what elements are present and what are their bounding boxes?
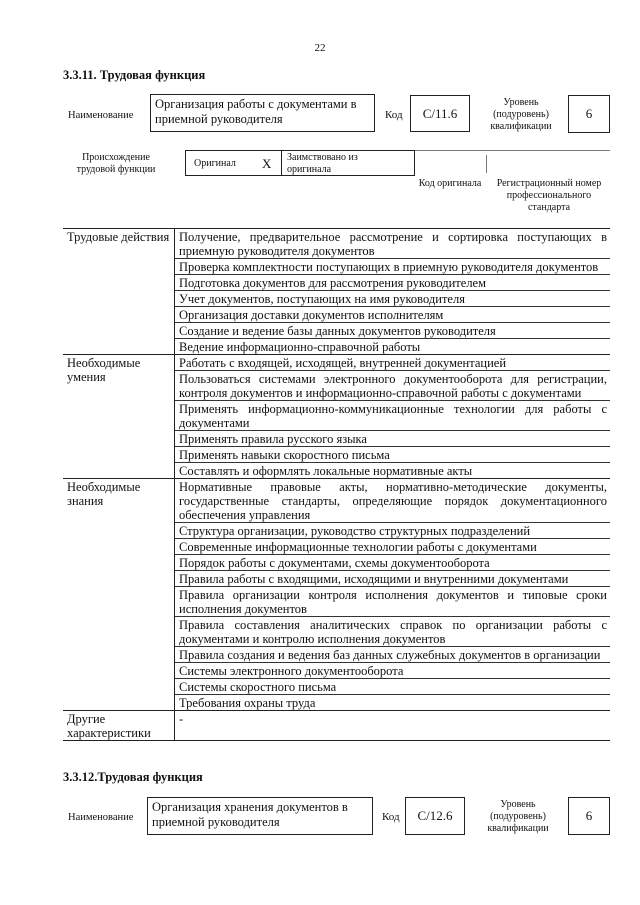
origin-code-line	[415, 150, 610, 151]
list-item: Структура организации, руководство структурных подразделений	[175, 522, 611, 538]
list-item: Проверка комплектности поступающих в приемную руководителя документов	[175, 258, 611, 274]
list-item: Правила создания и ведения баз данных служебных документов в организации	[175, 646, 611, 662]
level-value-2: 6	[585, 808, 593, 823]
list-item: Применять правила русского языка	[175, 430, 611, 446]
code-box-2	[405, 797, 465, 835]
origin-code-divider	[486, 155, 487, 173]
table-row	[63, 478, 610, 522]
list-item: Пользоваться системами электронного документооборота для регистрации, контроля документов и информационно-справочной работы с документами	[175, 370, 611, 400]
list-item: Правила работы с входящими, исходящими и внутренними документами	[175, 570, 611, 586]
list-item: Применять информационно-коммуникационные технологии для работы с документами	[175, 400, 611, 430]
origin-box	[185, 150, 415, 176]
list-item: Организация доставки документов исполнителям	[175, 306, 611, 322]
function-name-value: Организация работы с документами в приемной руководителя	[155, 97, 357, 126]
name-label-2: Наименование	[68, 812, 134, 823]
list-item: Системы электронного документооборота	[175, 662, 611, 678]
level-label: Уровень (подуровень) квалификации	[490, 97, 552, 132]
list-item: Правила организации контроля исполнения документов и типовые сроки исполнения документов	[175, 586, 611, 616]
origin-label: Происхождение трудовой функции	[76, 152, 156, 175]
list-item: -	[175, 710, 611, 740]
list-item: Современные информационные технологии работы с документами	[175, 538, 611, 554]
list-item: Получение, предварительное рассмотрение и сортировка поступающих в приемную руководителя документов	[175, 229, 611, 259]
category-required-knowledge: Необходимые знания	[63, 478, 175, 710]
list-item: Составлять и оформлять локальные нормативные акты	[175, 462, 611, 478]
reg-number-label: Регистрационный номер профессионального стандарта	[496, 178, 602, 213]
function-table	[63, 228, 610, 741]
level-label-2: Уровень (подуровень) квалификации	[487, 799, 549, 834]
original-label: Оригинал	[194, 158, 236, 169]
level-box-2	[568, 797, 610, 835]
level-box	[568, 95, 610, 133]
table-row	[63, 710, 610, 740]
category-other-characteristics: Другие характеристики	[63, 710, 175, 740]
list-item: Подготовка документов для рассмотрения руководителем	[175, 274, 611, 290]
list-item: Применять навыки скоростного письма	[175, 446, 611, 462]
list-item: Учет документов, поступающих на имя руководителя	[175, 290, 611, 306]
list-item: Ведение информационно-справочной работы	[175, 338, 611, 354]
list-item: Требования охраны труда	[175, 694, 611, 710]
table-row	[63, 354, 610, 370]
page-number: 22	[314, 42, 326, 54]
list-item: Системы скоростного письма	[175, 678, 611, 694]
name-label: Наименование	[68, 110, 134, 121]
section-title-3-3-11: 3.3.11. Трудовая функция	[63, 68, 206, 82]
list-item: Порядок работы с документами, схемы документооборота	[175, 554, 611, 570]
list-item: Нормативные правовые акты, нормативно-методические документы, государственные стандарты, определяющие порядок документационного обеспечения управления	[175, 478, 611, 522]
borrowed-label: Заимствовано из оригинала	[287, 152, 358, 175]
code-label: Код	[385, 109, 403, 121]
code-label-2: Код	[382, 811, 400, 823]
original-mark: Х	[262, 156, 272, 171]
level-value: 6	[585, 106, 593, 121]
table-row	[63, 229, 610, 259]
list-item: Создание и ведение базы данных документов руководителя	[175, 322, 611, 338]
code-value: С/11.6	[422, 105, 458, 121]
origin-code-label: Код оригинала	[418, 178, 482, 189]
origin-divider	[281, 151, 282, 175]
section-title-3-3-12: 3.3.12.Трудовая функция	[63, 770, 203, 784]
function-name-box	[150, 94, 375, 132]
category-labor-actions: Трудовые действия	[63, 229, 175, 355]
code-value-2: С/12.6	[417, 808, 453, 823]
code-box	[410, 95, 470, 132]
list-item: Правила составления аналитических справок по организации работы с документами и контролю исполнения документов	[175, 616, 611, 646]
function-name-value-2: Организация хранения документов в приемной руководителя	[152, 800, 348, 829]
function-name-box-2	[147, 797, 373, 835]
list-item: Работать с входящей, исходящей, внутренней документацией	[175, 354, 611, 370]
category-required-skills: Необходимые умения	[63, 354, 175, 478]
